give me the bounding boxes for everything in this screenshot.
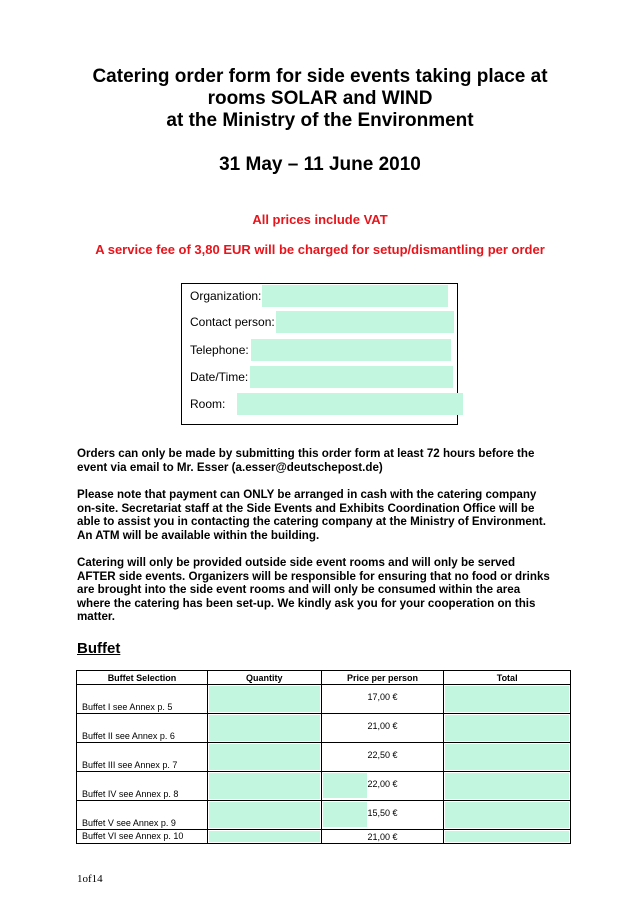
total-field[interactable] bbox=[445, 715, 569, 741]
table-row bbox=[77, 830, 571, 844]
page-number: 1of14 bbox=[77, 873, 103, 885]
contact-person-label: Contact person: bbox=[190, 315, 275, 329]
buffet-name: Buffet IV see Annex p. 8 bbox=[77, 772, 208, 801]
total-field[interactable] bbox=[445, 686, 569, 712]
table-row bbox=[77, 685, 571, 714]
table-row bbox=[77, 801, 571, 830]
organization-details-box bbox=[181, 283, 458, 425]
table-row bbox=[77, 743, 571, 772]
buffet-heading: Buffet bbox=[77, 640, 121, 657]
vat-notice: All prices include VAT bbox=[252, 212, 388, 227]
price-cell bbox=[321, 801, 444, 830]
column-header: Price per person bbox=[321, 671, 444, 685]
price-value: 21,00 € bbox=[367, 721, 398, 731]
quantity-field[interactable] bbox=[209, 744, 320, 770]
total-cell bbox=[444, 772, 571, 801]
price-value: 15,50 € bbox=[367, 808, 398, 818]
room-row bbox=[190, 394, 463, 414]
telephone-row bbox=[190, 340, 451, 360]
date-time-label: Date/Time: bbox=[190, 370, 249, 384]
date-time-field[interactable] bbox=[250, 366, 453, 388]
telephone-label: Telephone: bbox=[190, 343, 249, 357]
buffet-name: Buffet III see Annex p. 7 bbox=[77, 743, 208, 772]
quantity-cell bbox=[207, 801, 321, 830]
buffet-table bbox=[76, 670, 571, 844]
price-cell bbox=[321, 772, 444, 801]
catering-rules bbox=[77, 556, 577, 624]
total-cell bbox=[444, 830, 571, 844]
column-header: Quantity bbox=[207, 671, 321, 685]
total-field[interactable] bbox=[445, 831, 569, 842]
price-cell bbox=[321, 714, 444, 743]
telephone-field[interactable] bbox=[251, 339, 451, 361]
document-title bbox=[40, 66, 600, 132]
quantity-field[interactable] bbox=[209, 831, 320, 842]
quantity-cell bbox=[207, 743, 321, 772]
quantity-cell bbox=[207, 772, 321, 801]
total-cell bbox=[444, 685, 571, 714]
price-value: 22,50 € bbox=[367, 750, 398, 760]
quantity-field[interactable] bbox=[209, 715, 320, 741]
quantity-cell bbox=[207, 685, 321, 714]
column-header: Total bbox=[444, 671, 571, 685]
total-cell bbox=[444, 714, 571, 743]
total-field[interactable] bbox=[445, 744, 569, 770]
price-cell bbox=[321, 743, 444, 772]
table-header-row bbox=[77, 671, 571, 685]
quantity-cell bbox=[207, 830, 321, 844]
ordering-instructions bbox=[77, 447, 577, 474]
paragraph-line: able to assist you in contacting the catering company at the Ministry of Environment. bbox=[77, 515, 546, 529]
price-cell bbox=[321, 685, 444, 714]
title-line-2: rooms SOLAR and WIND bbox=[207, 88, 433, 109]
buffet-name: Buffet V see Annex p. 9 bbox=[77, 801, 208, 830]
price-value: 21,00 € bbox=[321, 830, 444, 844]
contact-person-field[interactable] bbox=[276, 311, 454, 333]
quantity-field[interactable] bbox=[209, 773, 320, 799]
paragraph-line: on-site. Secretariat staff at the Side Events and Exhibits Coordination Office will be bbox=[77, 501, 535, 515]
room-label: Room: bbox=[190, 397, 226, 411]
total-field[interactable] bbox=[445, 773, 569, 799]
total-field[interactable] bbox=[445, 802, 569, 828]
table-row bbox=[77, 714, 571, 743]
paragraph-line: matter. bbox=[77, 610, 116, 624]
event-dates: 31 May – 11 June 2010 bbox=[219, 154, 421, 175]
paragraph-line: are brought into the side event rooms and will only be consumed within the area bbox=[77, 583, 521, 597]
date-time-row bbox=[190, 367, 453, 387]
quantity-field[interactable] bbox=[209, 802, 320, 828]
quantity-cell bbox=[207, 714, 321, 743]
paragraph-line: Catering will only be provided outside side event rooms and will only be served bbox=[77, 556, 516, 569]
organization-row bbox=[190, 286, 448, 306]
paragraph-line: where the catering has been set-up. We kindly ask you for your cooperation on this bbox=[77, 596, 536, 610]
service-fee-notice: A service fee of 3,80 EUR will be charged for setup/dismantling per order bbox=[95, 242, 545, 257]
paragraph-line: An ATM will be available within the building. bbox=[77, 528, 320, 542]
paragraph-line: AFTER side events. Organizers will be responsible for ensuring that no food or drinks bbox=[77, 569, 550, 583]
buffet-name: Buffet I see Annex p. 5 bbox=[77, 685, 208, 714]
column-header: Buffet Selection bbox=[77, 671, 208, 685]
price-value: 22,00 € bbox=[367, 779, 398, 789]
buffet-name: Buffet II see Annex p. 6 bbox=[77, 714, 208, 743]
contact-person-row bbox=[190, 312, 454, 332]
table-row bbox=[77, 772, 571, 801]
total-cell bbox=[444, 801, 571, 830]
title-line-3: at the Ministry of the Environment bbox=[166, 110, 474, 131]
buffet-name: Buffet VI see Annex p. 10 bbox=[77, 830, 208, 844]
total-cell bbox=[444, 743, 571, 772]
paragraph-line: event via email to Mr. Esser (a.esser@deutschepost.de) bbox=[77, 460, 383, 474]
quantity-field[interactable] bbox=[209, 686, 320, 712]
organization-field[interactable] bbox=[262, 285, 448, 307]
price-value: 17,00 € bbox=[367, 692, 398, 702]
payment-notice bbox=[77, 488, 577, 542]
paragraph-line: Orders can only be made by submitting this order form at least 72 hours before the bbox=[77, 447, 535, 460]
room-field[interactable] bbox=[237, 393, 463, 415]
paragraph-line: Please note that payment can ONLY be arranged in cash with the catering company bbox=[77, 488, 537, 501]
title-line-1: Catering order form for side events taking place at bbox=[92, 66, 548, 87]
organization-label: Organization: bbox=[190, 289, 262, 303]
